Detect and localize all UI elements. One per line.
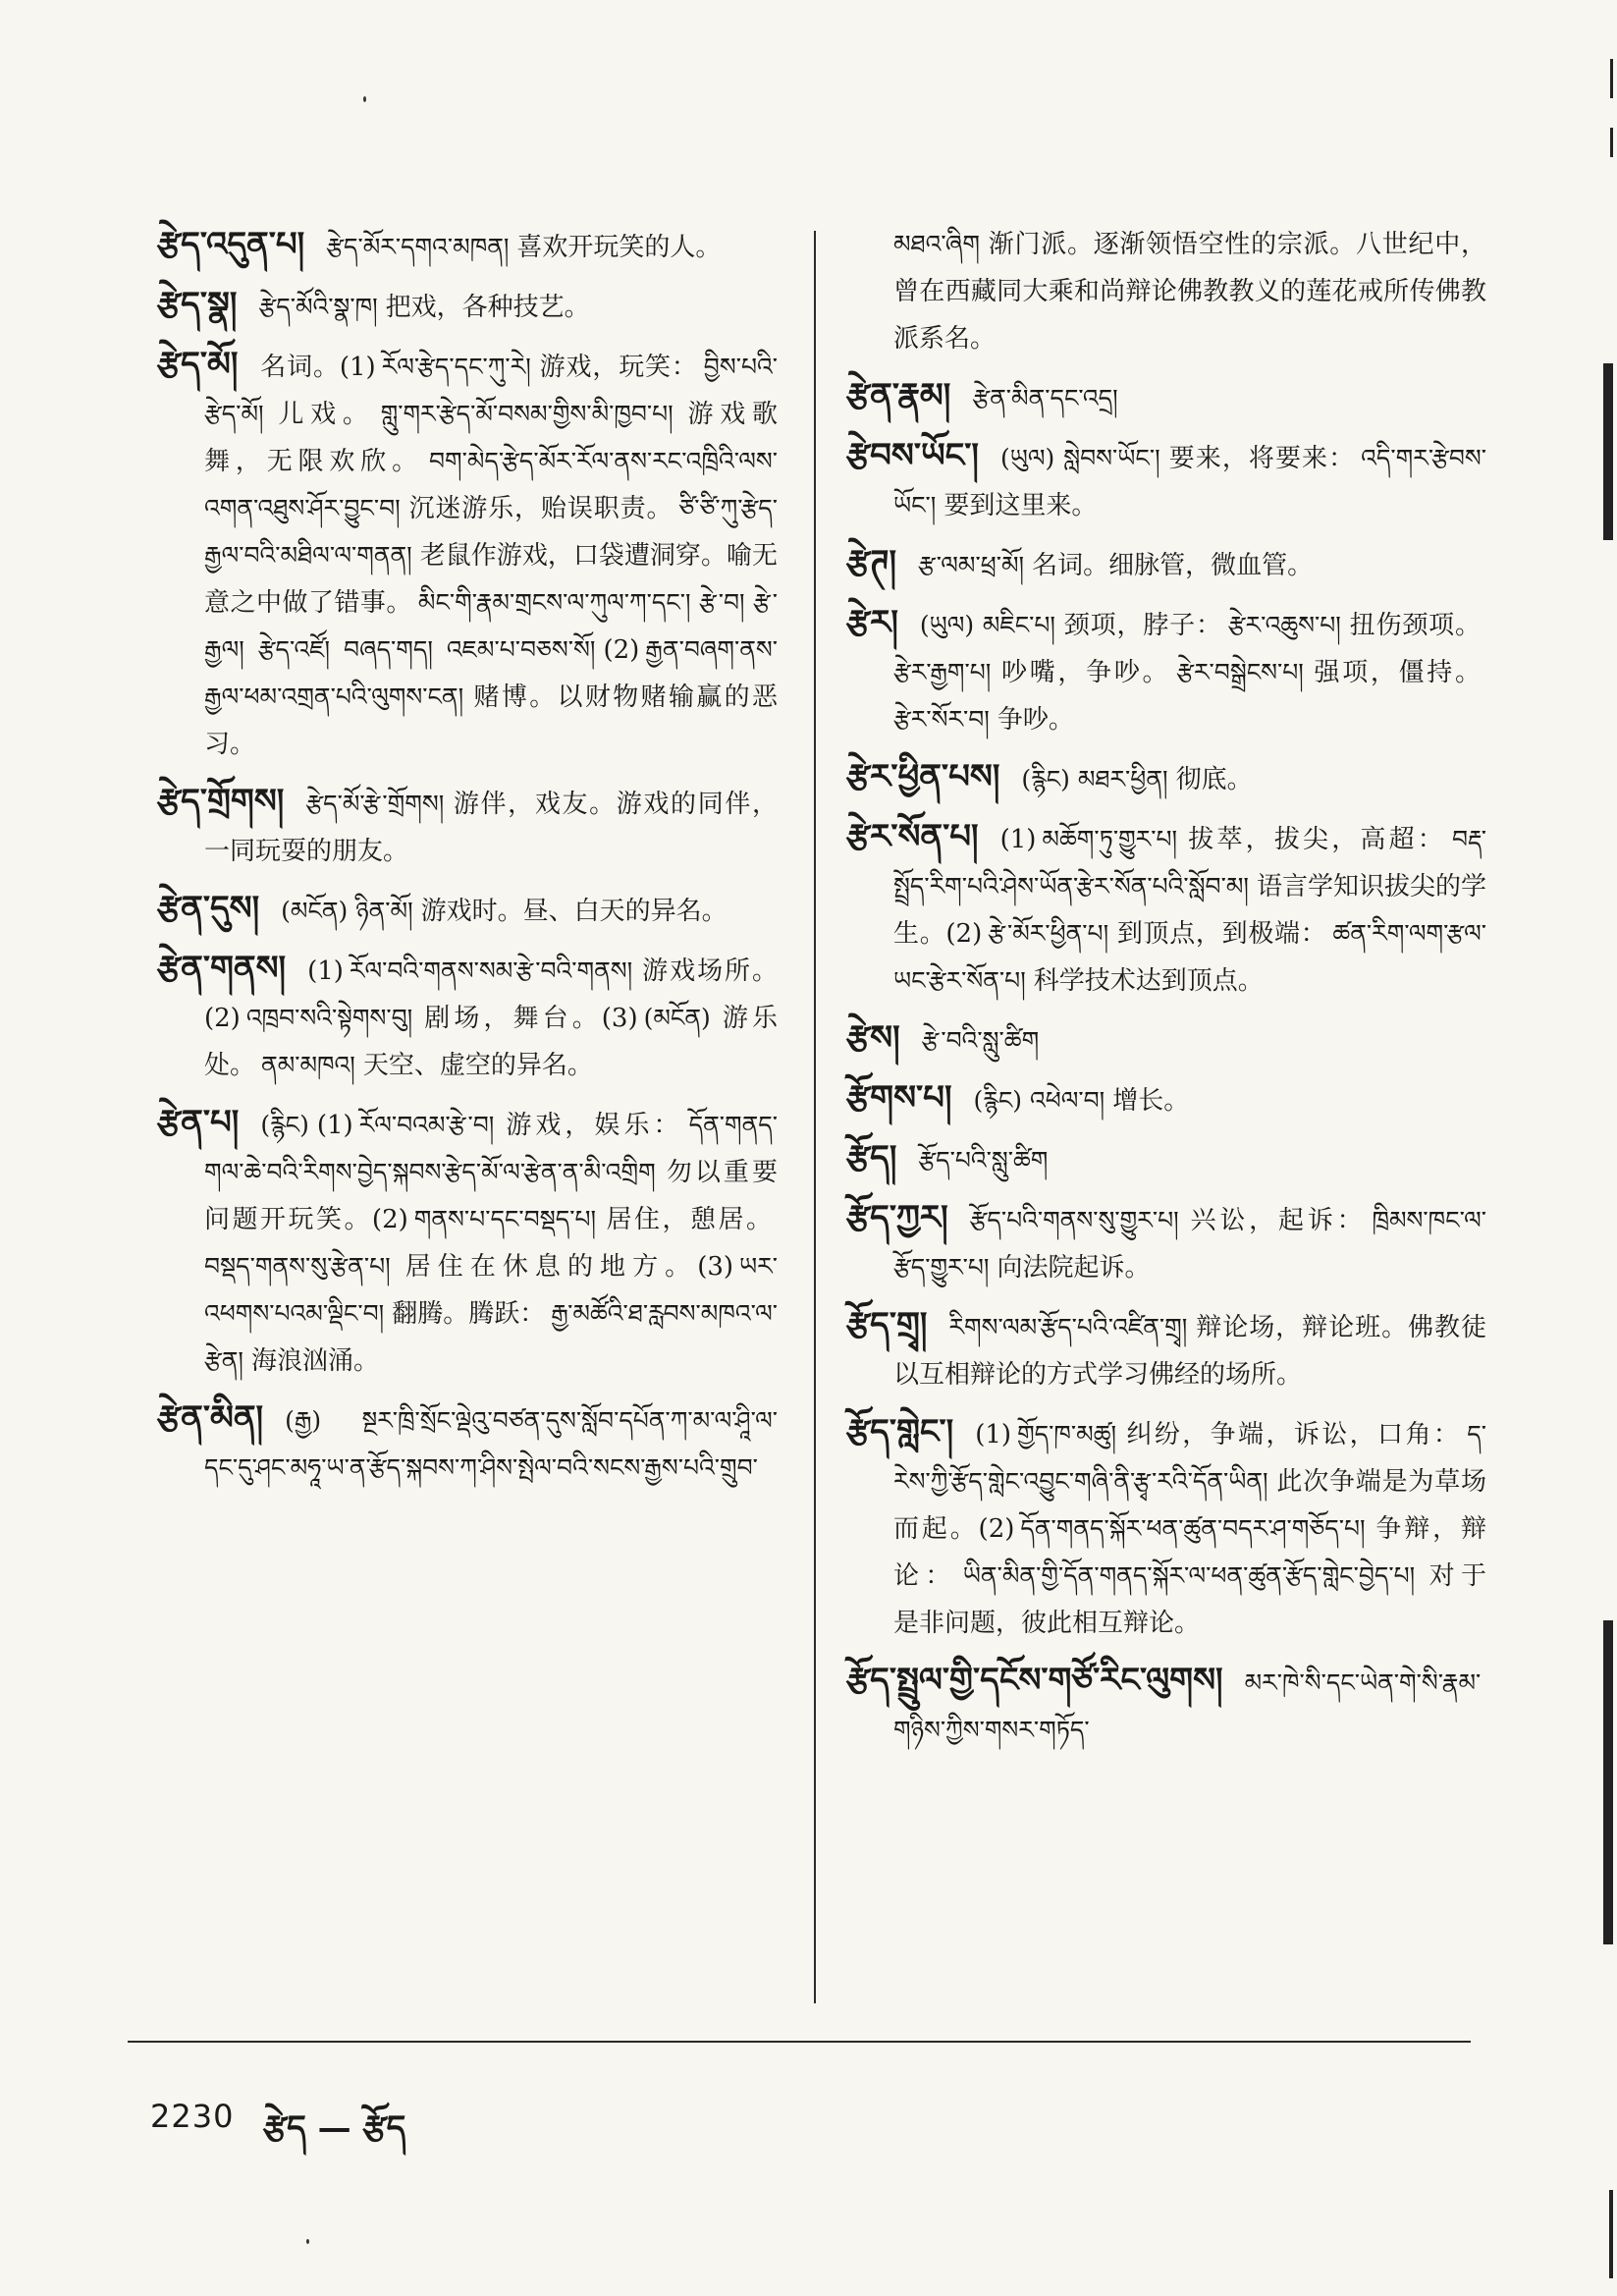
chinese-gloss: 语言学知识拔尖的学生。(2)	[893, 872, 1486, 949]
tibetan-definition: འདི་གར་རྩེབས་ཡོང་།	[893, 444, 1486, 519]
dictionary-entry	[157, 341, 778, 768]
chinese-gloss: 纠纷，争端，诉讼，口角：	[1124, 1420, 1462, 1449]
dictionary-entry	[846, 432, 1486, 529]
left-column	[157, 221, 778, 1502]
dictionary-entry	[846, 221, 1486, 362]
tibetan-definition: ཙི་ཙི་ཀུ་རྩེད་རྒྱལ་བའི་མཐིལ་ལ་གནན།	[204, 494, 778, 570]
scan-speck	[306, 2239, 309, 2244]
tibetan-definition: བྱིས་པའི་རྩེད་མོ།	[204, 353, 778, 428]
entry-headword: རྩེན་པ།	[157, 1103, 240, 1142]
dictionary-entry	[157, 945, 778, 1089]
tibetan-definition: ཚན་རིག་ལག་རྩལ་ཡང་རྩེར་སོན་པ།	[893, 919, 1486, 995]
chinese-gloss: 名词。细脉管，微血管。	[1032, 551, 1314, 580]
chinese-gloss: 老鼠作游戏，口袋遭洞穿。喻无意之中做了错事。	[204, 541, 778, 618]
chinese-gloss: 争辩，辩论：	[893, 1514, 1486, 1591]
tibetan-definition: བག་མེད་རྩེད་མོར་རོལ་ནས་རང་འཁྲིའི་ལས་འགན་འཐུས་ཤོར་བྱུང་བ།	[204, 447, 778, 522]
chinese-gloss: 要来，将要来：	[1167, 444, 1356, 473]
tibetan-definition: རྩེར་སོར་བ།	[893, 705, 990, 734]
chinese-gloss: 剧场，舞台。(3)	[420, 1004, 638, 1033]
entry-headword: རྩེར་ཕྱིན་པས།	[846, 757, 1000, 796]
tibetan-definition: དོན་གནད་གལ་ཆེ་བའི་རིགས་བྱེད་སྐབས་རྩེད་མོ་ལ་རྩེན་ན་མི་འགྲིག	[204, 1111, 778, 1186]
entry-headword: རྩེན་གནས།	[157, 949, 287, 988]
tibetan-definition: (མངོན)	[643, 1004, 711, 1032]
tibetan-definition: རོལ་རྩེད་དང་ཀུ་རེ།	[381, 353, 531, 381]
chinese-gloss: 儿戏。	[271, 400, 375, 429]
page-number: 2230	[150, 2098, 235, 2135]
tibetan-definition: ཡིན་མིན་གྱི་དོན་གནད་སྐོར་ལ་ཕན་ཚུན་རྩོད་གླེང་བྱེད་པ།	[962, 1561, 1416, 1590]
entry-headword: རྩེཊ།	[846, 543, 896, 582]
entry-headword: རྩོད།	[846, 1138, 897, 1177]
entry-headword: རྩེན་རྣམ།	[846, 376, 951, 415]
dictionary-entry	[846, 372, 1486, 422]
chinese-gloss: 勿以重要问题开玩笑。(2)	[204, 1158, 778, 1234]
tibetan-definition: ད་རེས་ཀྱི་རྩོད་གླེང་འབྱུང་གཞི་ནི་རྩྭ་རའི་དོན་ཡིན།	[893, 1420, 1486, 1496]
chinese-gloss: 颈项，脖子：	[1062, 611, 1222, 640]
dictionary-entry	[157, 1099, 778, 1385]
chinese-gloss: 渐门派。逐渐领悟空性的宗派。八世纪中，曾在西藏同大乘和尚辩论佛教教义的莲花戒所传佛教派系名。	[893, 230, 1486, 354]
tibetan-definition: རྩེ་བའི་སླུ་ཚིག	[921, 1026, 1040, 1055]
dictionary-entry	[846, 813, 1486, 1005]
tibetan-definition: རོལ་བའམ་རྩེ་བ།	[358, 1111, 495, 1139]
chinese-gloss: 对于是非问题，彼此相互辩论。	[893, 1561, 1486, 1638]
tibetan-definition: རོལ་བའི་གནས་སམ་རྩེ་བའི་གནས།	[349, 957, 633, 985]
tibetan-definition: རྩེར་རྒྱག་པ།	[893, 658, 992, 686]
chinese-gloss: 喜欢开玩笑的人。	[516, 233, 722, 262]
tibetan-definition: རིགས་ལམ་རྩོད་པའི་འཛིན་གྲྭ།	[948, 1313, 1188, 1341]
chinese-gloss: 向法院起诉。	[997, 1253, 1151, 1283]
chinese-gloss: 游戏，娱乐：	[502, 1111, 683, 1140]
chinese-gloss: 拔萃，拔尖，高超：	[1185, 825, 1446, 854]
dictionary-entry	[846, 1301, 1486, 1398]
chinese-gloss: 科学技术达到顶点。	[1033, 966, 1264, 996]
chinese-gloss: (1)	[999, 825, 1037, 854]
chinese-gloss: (1)	[316, 1111, 353, 1140]
column-divider	[814, 231, 816, 2003]
chinese-gloss: 兴讼，起诉：	[1186, 1206, 1367, 1235]
dictionary-entry	[157, 221, 778, 271]
entry-headword: རྩོད་ཀྱར།	[846, 1198, 948, 1237]
tibetan-definition: (རྙིང) མཐར་ཕྱིན།	[1021, 765, 1168, 793]
tibetan-definition: ནམ་མཁའ།	[261, 1051, 355, 1079]
chinese-gloss: 游伴，戏友。游戏的同伴，一同玩耍的朋友。	[204, 790, 778, 866]
chinese-gloss: 把戏，各种技艺。	[385, 293, 590, 322]
tibetan-definition: (རྙིང)	[260, 1111, 309, 1139]
edge-mark	[1603, 1620, 1613, 1944]
dictionary-entry	[846, 1134, 1486, 1184]
tibetan-definition: གྱོད་ཁ་མཚུ།	[1017, 1420, 1117, 1449]
tibetan-definition: རྩེད་མོའི་སྣ་ཁ།	[258, 293, 378, 321]
tibetan-definition: (རྒྱ) སྔར་ཁྲི་སྲོང་ལྡེའུ་བཙན་དུས་སློབ་དཔོན་ཀ་མ་ལ་ཤཱི་ལ་དང་དུ་ཤང་མཧཱ་ཡ་ན་རྩོད་སྐབས་ཀ་ཤིས་སྤེལ་བའི་སངས་རྒྱས་པའི་གྲུབ་	[204, 1406, 778, 1482]
chinese-gloss: 游戏，玩笑：	[538, 353, 698, 382]
dictionary-entry	[846, 539, 1486, 589]
chinese-gloss: 翻腾。腾跃：	[392, 1299, 546, 1329]
entry-headword: རྩེར་སོན་པ།	[846, 817, 979, 856]
tibetan-definition: ཁྲིམས་ཁང་ལ་རྩོད་གྱུར་པ།	[893, 1206, 1486, 1282]
dictionary-entry	[846, 1408, 1486, 1647]
binding-edge	[1588, 0, 1617, 2296]
tibetan-definition: བསྡད་གནས་སུ་རྩེན་པ།	[204, 1252, 391, 1281]
tibetan-definition: རྩོད་པའི་སླུ་ཚིག	[918, 1146, 1049, 1175]
tibetan-definition: དོན་གནད་སྐོར་ཕན་ཚུན་བདར་ཤ་གཅོད་པ།	[1020, 1514, 1366, 1543]
tibetan-definition: བརྡ་སྤྲོད་རིག་པའི་ཤེས་ཡོན་རྩེར་སོན་པའི་སློབ་མ།	[893, 825, 1486, 901]
tibetan-definition: (ཡུལ) སླེབས་ཡོང་།	[999, 444, 1160, 472]
chinese-gloss: 辩论场，辩论班。佛教徒以互相辩论的方式学习佛经的场所。	[893, 1313, 1486, 1390]
right-column	[846, 221, 1486, 1764]
entry-headword: རྩེད་འདུན་པ།	[157, 225, 305, 264]
tibetan-definition: རྩེར་བསྒྲེངས་པ།	[1176, 658, 1304, 686]
tibetan-definition: རྩེད་མོ་རྩེ་གྲོགས།	[305, 790, 445, 818]
tibetan-definition: (རྙིང) འཕེལ་བ།	[973, 1086, 1105, 1115]
tibetan-definition: རྩེད་མོར་དགའ་མཁན།	[326, 233, 510, 261]
chinese-gloss: 游戏场所。(2)	[204, 957, 778, 1033]
chinese-gloss: 沉迷游乐，贻误职责。	[407, 494, 674, 523]
chinese-gloss: 居住，憩居。	[604, 1205, 772, 1234]
entry-headword: རྩེན་མིན།	[157, 1398, 264, 1438]
chinese-gloss: 游乐处。	[204, 1004, 778, 1080]
dictionary-entry	[846, 1074, 1486, 1124]
chinese-gloss: 游戏时。昼、白天的异名。	[420, 897, 728, 926]
chinese-gloss: (1)	[307, 957, 344, 986]
tibetan-definition: ཡར་འཕགས་པའམ་ལྡིང་བ།	[204, 1252, 778, 1328]
chinese-gloss: 扭伤颈项。	[1348, 611, 1481, 640]
chinese-gloss: 居住在休息的地方。(3)	[398, 1252, 734, 1282]
tibetan-definition: གླུ་གར་རྩེད་མོ་བསམ་གྱིས་མི་ཁྱབ་པ།	[380, 400, 674, 428]
chinese-gloss: 名词。(1)	[259, 353, 376, 382]
tibetan-definition: མཐའ་ཞིག	[893, 230, 981, 258]
tibetan-definition: མར་ཁེ་སི་དང་ཡེན་གེ་སི་རྣམ་གཉིས་ཀྱིས་གསར་གཏོད་	[893, 1668, 1482, 1744]
entry-headword: རྩོད་གླེང་།	[846, 1412, 954, 1451]
tibetan-definition: རྒྱན་བཞག་ནས་རྒྱལ་ཕམ་འགྲན་པའི་ལུགས་ངན།	[204, 635, 778, 711]
entry-headword: རྩེད་སྣ།	[157, 285, 238, 324]
tibetan-definition: རྩོད་པའི་གནས་སུ་གྱུར་པ།	[969, 1206, 1179, 1234]
chinese-gloss: 彻底。	[1175, 765, 1253, 794]
chinese-gloss: (1)	[975, 1420, 1012, 1449]
running-head: རྩེད — རྩོད	[263, 2108, 406, 2148]
entry-headword: རྩེད་མོ།	[157, 345, 239, 384]
entry-headword: རྩོད་གྲྭ།	[846, 1305, 928, 1344]
chinese-gloss: 增长。	[1112, 1086, 1190, 1116]
tibetan-definition: རྩེ་མོར་ཕྱིན་པ།	[988, 919, 1109, 948]
chinese-gloss: 游戏歌舞，无限欢欣。	[204, 400, 778, 476]
dictionary-entry	[846, 753, 1486, 803]
footer-rule	[128, 2041, 1471, 2043]
entry-headword: རྩེར།	[846, 603, 898, 642]
chinese-gloss: 此次争端是为草场而起。(2)	[893, 1467, 1486, 1544]
dictionary-entry	[846, 1014, 1486, 1065]
edge-mark	[1610, 128, 1613, 157]
entry-headword: རྩེས།	[846, 1018, 900, 1058]
entry-headword: རྩེབས་ཡོང་།	[846, 436, 979, 475]
tibetan-definition: མཆོག་ཏུ་གྱུར་པ།	[1042, 825, 1178, 853]
scan-speck	[363, 96, 366, 102]
chinese-gloss: 强项，僵持。	[1311, 658, 1481, 687]
chinese-gloss: (2)	[603, 635, 640, 665]
dictionary-entry	[157, 885, 778, 935]
chinese-gloss: 赌博。以财物赌输赢的恶习。	[204, 683, 778, 759]
dictionary-entry	[157, 1394, 778, 1492]
tibetan-definition: རྩེར་འཆུས་པ།	[1227, 611, 1341, 639]
tibetan-definition: མིང་གི་རྣམ་གྲངས་ལ་ཀུལ་ཀ་དང་། རྩེ་བ། རྩེ་རྒྱལ། རྩེད་འཛོ། བཞད་གད། འཇམ་པ་བཅས་སོ།	[204, 588, 778, 664]
tibetan-definition: གནས་པ་དང་བསྡད་པ།	[413, 1205, 597, 1233]
entry-headword: རྩེད་གྲོགས།	[157, 782, 285, 821]
tibetan-definition: འཁྲབ་སའི་སྟེགས་བུ།	[245, 1004, 413, 1032]
chinese-gloss: 天空、虚空的异名。	[362, 1051, 593, 1080]
dictionary-entry	[846, 599, 1486, 743]
dictionary-entry	[157, 778, 778, 875]
tibetan-definition: (མངོན) ཉིན་མོ།	[281, 897, 413, 925]
edge-mark	[1603, 363, 1613, 540]
chinese-gloss: 争吵。	[997, 705, 1074, 735]
chinese-gloss: 吵嘴，争吵。	[998, 658, 1171, 687]
tibetan-definition: རྩ་ལམ་ཕྲ་མོ།	[918, 551, 1025, 579]
tibetan-definition: རྒྱ་མཚོའི་ཐ་རླབས་མཁའ་ལ་རྩེན།	[204, 1299, 778, 1375]
chinese-gloss: 到顶点，到极端：	[1116, 919, 1327, 949]
entry-headword: རྩེན་དུས།	[157, 889, 260, 928]
chinese-gloss: 要到这里来。	[943, 491, 1098, 520]
entry-headword: རྩོད་སྤྲུལ་གྱི་དངོས་གཙོ་རིང་ལུགས།	[846, 1661, 1223, 1700]
edge-mark	[1609, 2190, 1613, 2278]
edge-mark	[1610, 59, 1613, 98]
tibetan-definition: (ཡུལ) མཇིང་པ།	[919, 611, 1055, 639]
dictionary-entry	[846, 1657, 1486, 1754]
chinese-gloss: 海浪汹涌。	[250, 1346, 379, 1376]
dictionary-entry	[157, 281, 778, 331]
tibetan-definition: རྩེན་མིན་དང་འདྲ།	[972, 384, 1118, 412]
entry-headword: རྩོགས་པ།	[846, 1078, 952, 1118]
dictionary-entry	[846, 1194, 1486, 1291]
